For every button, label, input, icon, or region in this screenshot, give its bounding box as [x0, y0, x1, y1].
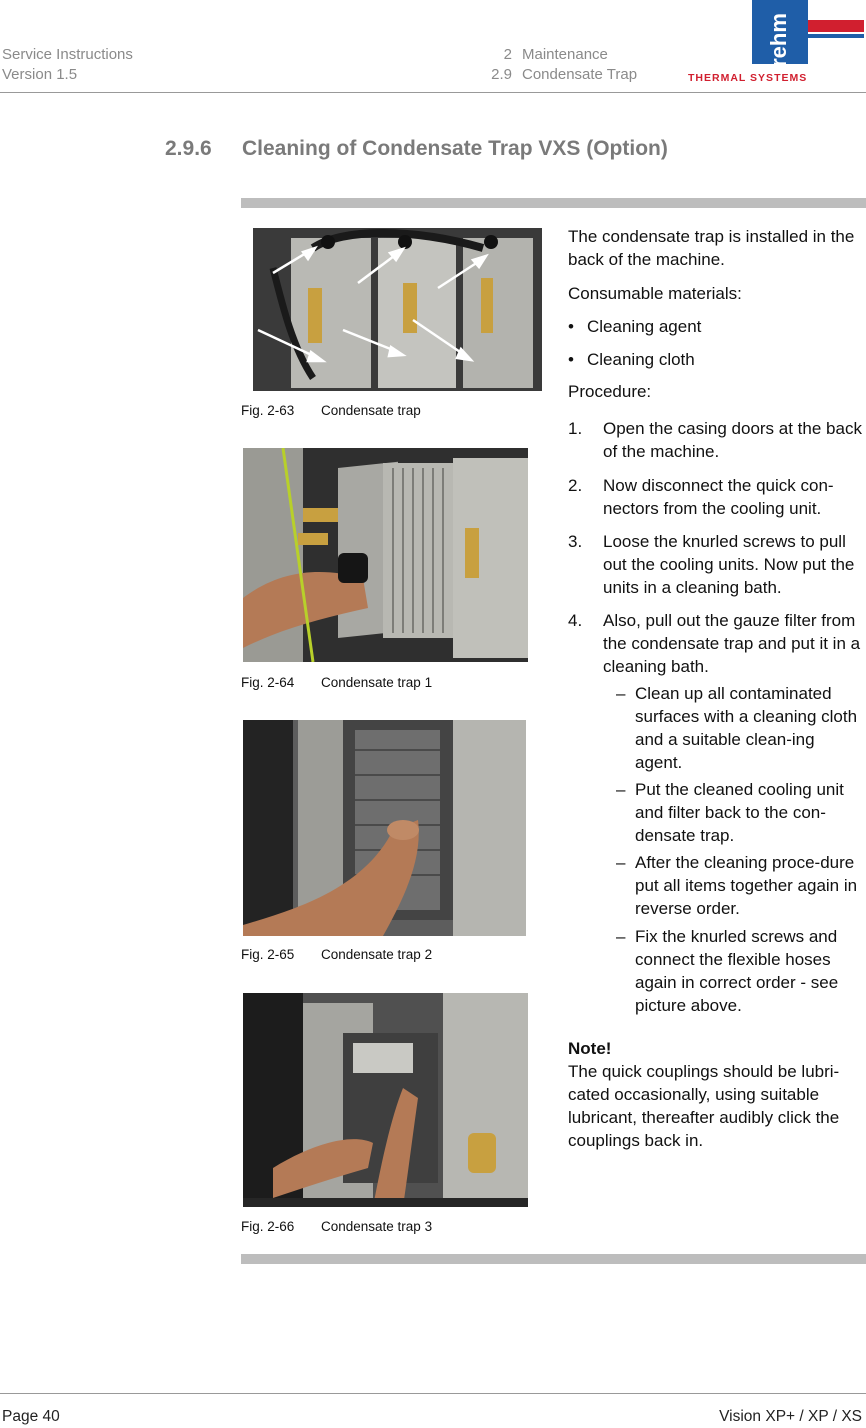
procedure-heading: Procedure:: [568, 382, 652, 401]
top-separator-bar: [241, 198, 866, 208]
figure-caption: Fig. 2-66 Condensate trap 3: [241, 1219, 433, 1234]
procedure-step: 4. Also, pull out the gauze filter from the condensate trap and put it in a cleaning bath.: [568, 611, 861, 676]
note-label: Note!: [568, 1039, 612, 1058]
figure-caption: Fig. 2-63 Condensate trap: [241, 403, 421, 418]
doc-type: Service Instructions: [2, 46, 133, 63]
section-title: Cleaning of Condensate Trap VXS (Option): [242, 137, 668, 160]
consumable-item: • Cleaning agent: [568, 317, 702, 336]
consumables-heading: Consumable materials:: [568, 284, 742, 303]
doc-version: Version 1.5: [2, 66, 78, 83]
logo-text: THERMAL SYSTEMS: [688, 72, 808, 84]
product-name: Vision XP+ / XP / XS: [719, 1408, 862, 1425]
header-rule: [0, 92, 866, 93]
procedure-step: 3. Loose the knurled screws to pull out the cooling units. Now put the units in a cleaning bath.: [568, 532, 855, 597]
figure-condensate-trap-3-photo: [243, 993, 528, 1207]
figure-caption: Fig. 2-65 Condensate trap 2: [241, 947, 433, 962]
note-text: The quick couplings should be lubri-cated occasionally, using suitable lubricant, thereafter audibly click the couplings back in.: [568, 1062, 840, 1150]
chapter-number: 2: [503, 46, 512, 63]
sub-step: – Fix the knurled screws and connect the flexible hoses again in correct order - see picture above.: [616, 927, 839, 1015]
intro-paragraph: The condensate trap is installed in the back of the machine.: [568, 227, 855, 269]
header-middle: [470, 45, 637, 85]
figure-condensate-trap-photo: [253, 228, 542, 391]
footer-rule: [0, 1393, 866, 1394]
company-logo: [688, 0, 866, 88]
section-number-header: 2.9: [491, 66, 512, 83]
procedure-step: 1. Open the casing doors at the back of the machine.: [568, 419, 862, 461]
procedure-step: 2. Now disconnect the quick con-nectors from the cooling unit.: [568, 476, 834, 518]
section-title-header: Condensate Trap: [522, 66, 638, 83]
logo-letters: rehm: [766, 13, 791, 67]
page-number: Page 40: [2, 1408, 60, 1425]
bottom-separator-bar: [241, 1254, 866, 1264]
sub-step: – Clean up all contaminated surfaces with a cleaning cloth and a suitable clean-ing agent.: [616, 684, 858, 772]
figure-caption: Fig. 2-64 Condensate trap 1: [241, 675, 433, 690]
consumable-item: • Cleaning cloth: [568, 350, 695, 369]
section-heading: [165, 137, 668, 161]
sub-step: – After the cleaning proce-dure put all items together again in reverse order.: [616, 853, 858, 918]
section-number: 2.9.6: [165, 137, 212, 160]
sub-step: – Put the cleaned cooling unit and filter back to the con-densate trap.: [616, 780, 844, 845]
figure-condensate-trap-1-photo: [243, 448, 528, 662]
chapter-title: Maintenance: [522, 46, 608, 63]
figure-condensate-trap-2-photo: [243, 720, 526, 936]
header-left: [2, 45, 133, 85]
note-block: [568, 1037, 866, 1152]
